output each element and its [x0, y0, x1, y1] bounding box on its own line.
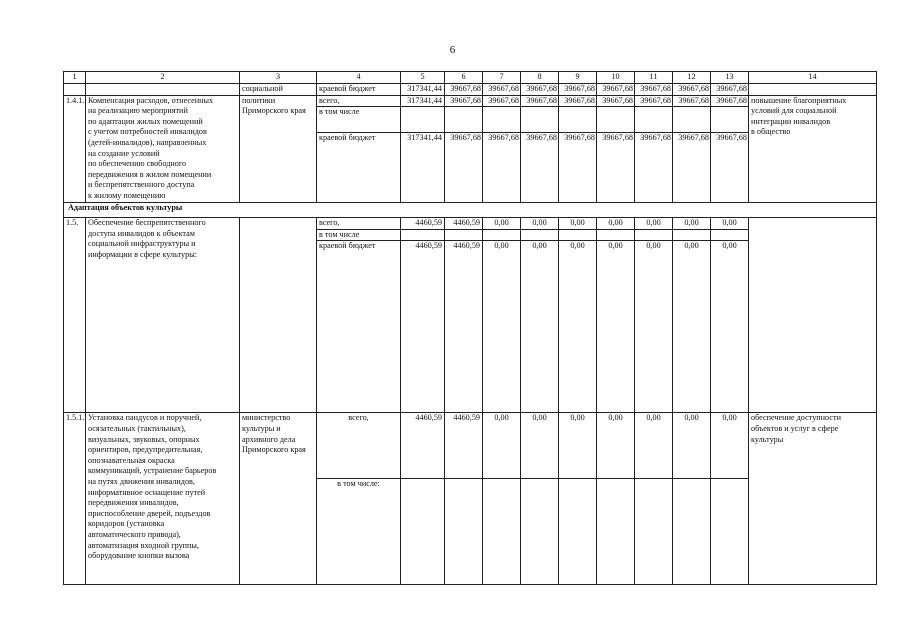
value-cell: 0,00: [521, 413, 559, 479]
header-cell: 11: [635, 72, 673, 84]
num-cell: 1.5.: [64, 218, 86, 413]
value-cell: [559, 107, 597, 133]
name-cell: Установка пандусов и поручней, осязательных (тактильных), визуальных, звуковых, опорных ориентиров, предупредительная, опознавательная окраска коммуникаций, устранение барьеров на путях движения инвалидов, информативное оснащение путей передвижения инвалидов, приспособление дверей, подъездов коридоров (установка автоматического привода), автоматизация входной группы, оборудование кнопки вызова: [86, 413, 240, 585]
value-cell: 0,00: [673, 218, 711, 230]
source-cell: всего,: [317, 413, 401, 479]
value-cell: 0,00: [597, 218, 635, 230]
header-cell: 6: [445, 72, 483, 84]
source-cell: в том числе: [317, 107, 401, 133]
num-cell: 1.5.1.: [64, 413, 86, 585]
value-cell: [559, 479, 597, 585]
header-row: [64, 72, 877, 84]
result-cell: [749, 218, 877, 413]
header-cell: 12: [673, 72, 711, 84]
table-row: [64, 218, 877, 230]
value-cell: 0,00: [673, 413, 711, 479]
value-cell: 0,00: [673, 241, 711, 413]
value-cell: 0,00: [483, 413, 521, 479]
value-cell: 0,00: [635, 218, 673, 230]
value-cell: 317341,44: [401, 95, 445, 107]
value-cell: 39667,68: [711, 133, 749, 203]
value-cell: 4460,59: [445, 413, 483, 479]
source-cell: всего,: [317, 218, 401, 230]
value-cell: [483, 229, 521, 241]
header-cell: 1: [64, 72, 86, 84]
header-cell: 5: [401, 72, 445, 84]
source-cell: в том числе: [317, 229, 401, 241]
value-cell: [597, 107, 635, 133]
value-cell: 317341,44: [401, 84, 445, 96]
source-cell: всего,: [317, 95, 401, 107]
value-cell: 39667,68: [559, 133, 597, 203]
value-cell: 39667,68: [521, 95, 559, 107]
value-cell: 39667,68: [559, 95, 597, 107]
header-cell: 14: [749, 72, 877, 84]
value-cell: 0,00: [521, 218, 559, 230]
value-cell: 4460,59: [401, 218, 445, 230]
value-cell: 39667,68: [445, 133, 483, 203]
value-cell: 39667,68: [445, 84, 483, 96]
value-cell: 39667,68: [597, 95, 635, 107]
value-cell: [445, 229, 483, 241]
value-cell: 0,00: [559, 241, 597, 413]
value-cell: 0,00: [711, 218, 749, 230]
source-cell: краевой бюджет: [317, 133, 401, 203]
value-cell: 39667,68: [711, 95, 749, 107]
source-cell: краевой бюджет: [317, 241, 401, 413]
table-row: [64, 84, 877, 96]
value-cell: 0,00: [597, 241, 635, 413]
value-cell: [401, 479, 445, 585]
result-cell: [749, 84, 877, 96]
value-cell: [711, 229, 749, 241]
value-cell: 317341,44: [401, 133, 445, 203]
name-cell: Компенсация расходов, отнесенных на реализацию мероприятий по адаптации жилых помещений с учетом потребностей инвалидов (детей-инвалидов), направленных на создание условий по обеспечению свободного передвижения в жилом помещении и беспрепятственного доступа к жилому помещению: [86, 95, 240, 203]
value-cell: 39667,68: [597, 84, 635, 96]
value-cell: [711, 107, 749, 133]
value-cell: 39667,68: [483, 84, 521, 96]
value-cell: 39667,68: [635, 133, 673, 203]
source-cell: в том числе:: [317, 479, 401, 585]
header-cell: 2: [86, 72, 240, 84]
value-cell: 39667,68: [673, 95, 711, 107]
value-cell: 39667,68: [483, 95, 521, 107]
value-cell: [673, 229, 711, 241]
page-number: 6: [449, 44, 456, 56]
value-cell: 39667,68: [673, 84, 711, 96]
value-cell: [673, 107, 711, 133]
value-cell: 0,00: [559, 413, 597, 479]
value-cell: 39667,68: [445, 95, 483, 107]
value-cell: [401, 229, 445, 241]
header-cell: 13: [711, 72, 749, 84]
executor-cell: политики Приморского края: [240, 95, 317, 203]
value-cell: [711, 479, 749, 585]
program-table: [63, 71, 877, 585]
value-cell: 39667,68: [635, 95, 673, 107]
value-cell: 0,00: [711, 413, 749, 479]
num-cell: 1.4.1.: [64, 95, 86, 203]
header-cell: 3: [240, 72, 317, 84]
source-cell: краевой бюджет: [317, 84, 401, 96]
header-cell: 10: [597, 72, 635, 84]
value-cell: [559, 229, 597, 241]
value-cell: 39667,68: [711, 84, 749, 96]
value-cell: 39667,68: [521, 133, 559, 203]
value-cell: 39667,68: [597, 133, 635, 203]
value-cell: [445, 107, 483, 133]
value-cell: 0,00: [597, 413, 635, 479]
value-cell: [483, 107, 521, 133]
executor-cell: министерство культуры и архивного дела Приморского края: [240, 413, 317, 585]
value-cell: 39667,68: [483, 133, 521, 203]
value-cell: 0,00: [521, 241, 559, 413]
header-cell: 8: [521, 72, 559, 84]
value-cell: 39667,68: [521, 84, 559, 96]
value-cell: [635, 479, 673, 585]
value-cell: [673, 479, 711, 585]
value-cell: 4460,59: [445, 241, 483, 413]
value-cell: [597, 229, 635, 241]
num-cell: [64, 84, 86, 96]
header-cell: 4: [317, 72, 401, 84]
value-cell: 4460,59: [401, 413, 445, 479]
value-cell: 0,00: [635, 241, 673, 413]
value-cell: [521, 107, 559, 133]
value-cell: [597, 479, 635, 585]
value-cell: 0,00: [483, 218, 521, 230]
name-cell: [86, 84, 240, 96]
value-cell: [635, 229, 673, 241]
table-row: [64, 413, 877, 479]
result-cell: повышение благоприятных условий для социальной интеграции инвалидов в общество: [749, 95, 877, 203]
value-cell: 0,00: [483, 241, 521, 413]
header-cell: 7: [483, 72, 521, 84]
section-row: [64, 203, 877, 218]
value-cell: 4460,59: [445, 218, 483, 230]
value-cell: 0,00: [559, 218, 597, 230]
value-cell: 39667,68: [673, 133, 711, 203]
value-cell: [521, 229, 559, 241]
value-cell: 0,00: [635, 413, 673, 479]
value-cell: [635, 107, 673, 133]
executor-cell: [240, 218, 317, 413]
section-title: Адаптация объектов культуры: [64, 203, 877, 218]
value-cell: [401, 107, 445, 133]
value-cell: 39667,68: [559, 84, 597, 96]
value-cell: 0,00: [711, 241, 749, 413]
value-cell: [483, 479, 521, 585]
executor-cell: социальной: [240, 84, 317, 96]
value-cell: 4460,59: [401, 241, 445, 413]
name-cell: Обеспечение беспрепятственного доступа инвалидов к объектам социальной инфраструктуры и информации в сфере культуры:: [86, 218, 240, 413]
result-cell: обеспечение доступности объектов и услуг в сфере культуры: [749, 413, 877, 585]
header-cell: 9: [559, 72, 597, 84]
value-cell: [445, 479, 483, 585]
table-row: [64, 95, 877, 107]
value-cell: 39667,68: [635, 84, 673, 96]
value-cell: [521, 479, 559, 585]
